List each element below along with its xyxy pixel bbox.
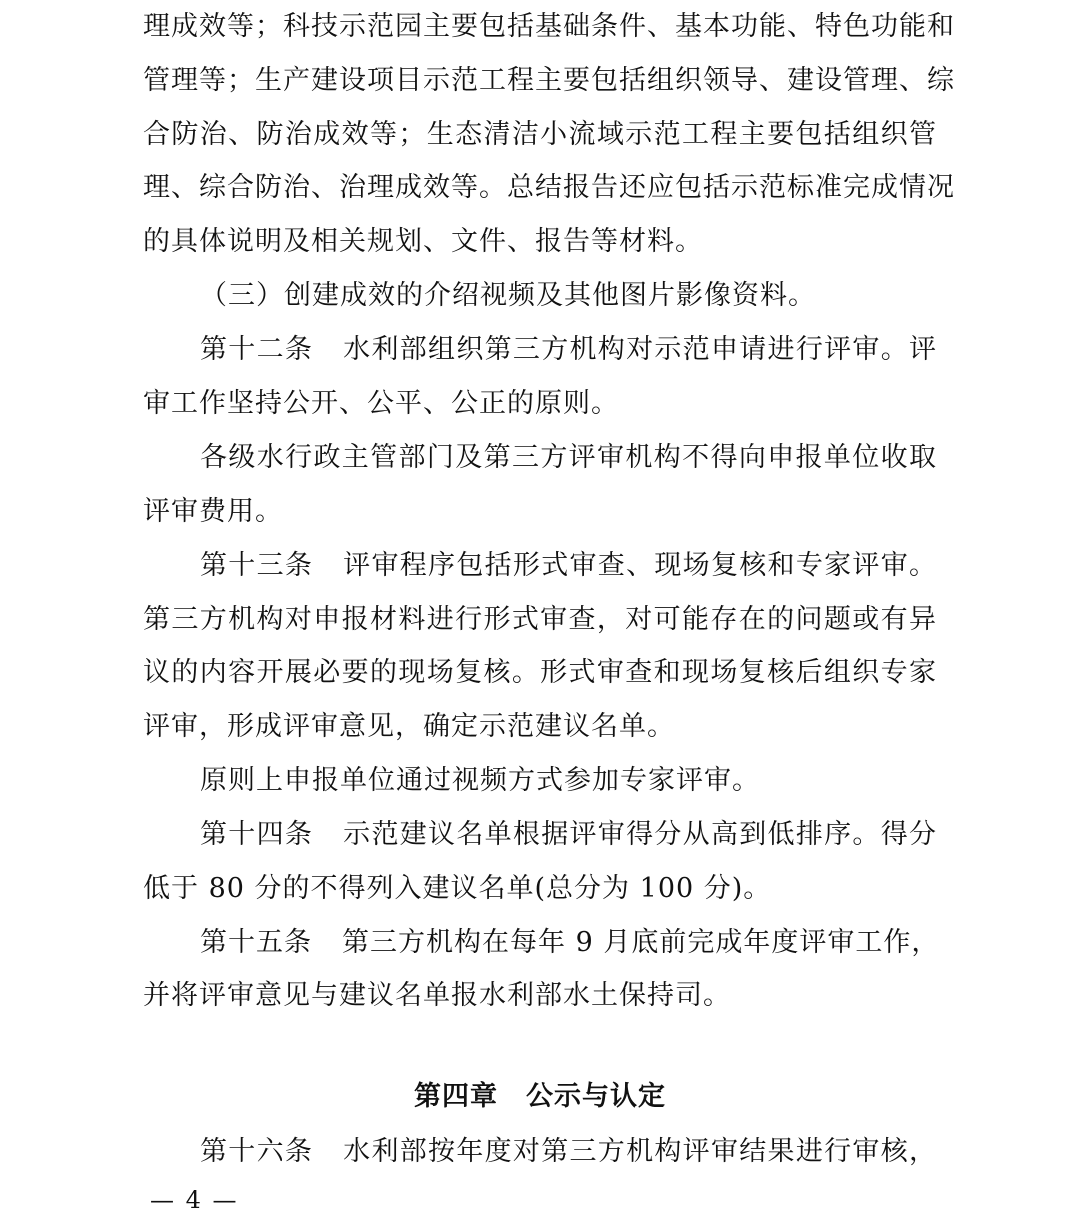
page-number: — 4 — [150,1186,239,1214]
article-text: 示范建议名单根据评审得分从高到低排序。得分 [343,819,938,850]
article-15-line [200,926,940,960]
paragraph-line: 并将评审意见与建议名单报水利部水土保持司。 [143,980,731,1011]
paragraph-line: 原则上申报单位通过视频方式参加专家评审。 [200,765,760,796]
article-14-line [200,818,937,852]
chapter-title: 公示与认定 [526,1081,666,1112]
paragraph-line: 合防治、防治成效等；生态清洁小流域示范工程主要包括组织管 [143,119,937,150]
article-text: 评审程序包括形式审查、现场复核和专家评审。 [343,550,938,581]
article-12-line [200,333,937,367]
article-text: 水利部组织第三方机构对示范申请进行评审。评 [343,334,938,365]
article-number: 第十六条 [200,1136,314,1167]
paragraph-line: 的具体说明及相关规划、文件、报告等材料。 [143,226,703,257]
paragraph-line: 第三方机构对申报材料进行形式审查，对可能存在的问题或有异 [143,604,937,635]
article-number: 第十二条 [200,334,314,365]
article-number: 第十三条 [200,550,314,581]
paragraph-line: 理、综合防治、治理成效等。总结报告还应包括示范标准完成情况 [143,172,955,203]
paragraph-line: （三）创建成效的介绍视频及其他图片影像资料。 [200,280,816,311]
paragraph-line: 管理等；生产建设项目示范工程主要包括组织领导、建设管理、综 [143,65,955,96]
article-number: 第十五条 [200,927,312,958]
paragraph-line: 审工作坚持公开、公平、公正的原则。 [143,388,619,419]
paragraph-line: 评审，形成评审意见，确定示范建议名单。 [143,711,675,742]
chapter-number: 第四章 [414,1081,498,1112]
article-text: 水利部按年度对第三方机构评审结果进行审核， [343,1136,938,1167]
paragraph-line: 评审费用。 [143,496,283,527]
chapter-heading [0,1080,1080,1114]
paragraph-line: 低于 80 分的不得列入建议名单(总分为 100 分)。 [143,873,772,904]
paragraph-line: 各级水行政主管部门及第三方评审机构不得向申报单位收取 [200,442,937,473]
article-text: 第三方机构在每年 9 月底前完成年度评审工作， [342,927,940,958]
paragraph-line: 议的内容开展必要的现场复核。形式审查和现场复核后组织专家 [143,657,937,688]
paragraph-line: 理成效等；科技示范园主要包括基础条件、基本功能、特色功能和 [143,11,955,42]
article-number: 第十四条 [200,819,314,850]
article-13-line [200,549,937,583]
article-16-line [200,1135,937,1169]
